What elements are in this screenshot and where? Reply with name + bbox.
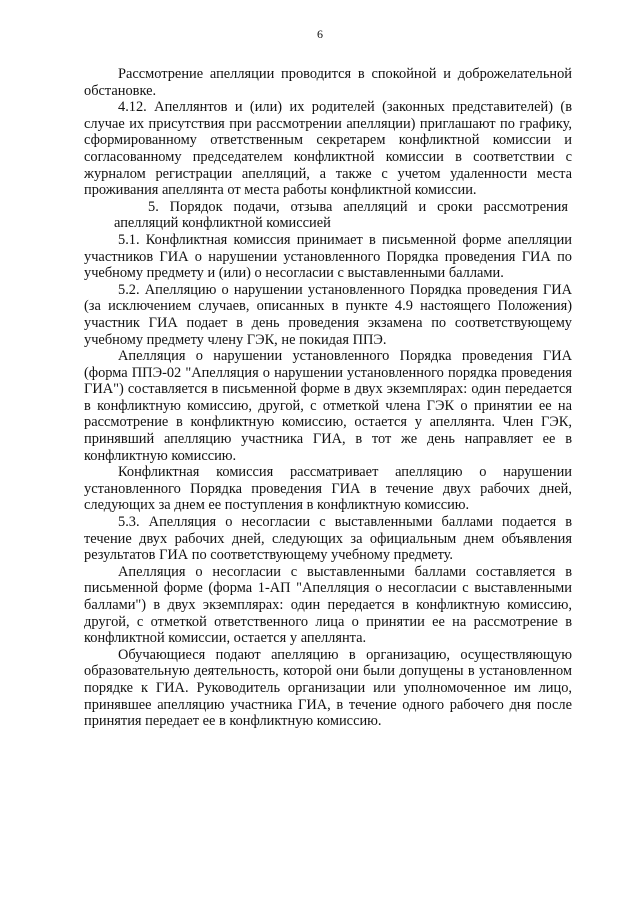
paragraph: 4.12. Апеллянтов и (или) их родителей (законных представителей) (в случае их присутствия при рассмотрении апелляции) приглашают по графику, сформированному ответственным секретарем конфликтной комиссии и согласованному председателем конфликтной комиссии в соответствии с журналом регистрации апелляций, а также с учетом удаленности места проживания апеллянта от места работы конфликтной комиссии. [84,99,572,199]
page-number: 6 [317,27,323,41]
paragraph: 5.2. Апелляцию о нарушении установленного Порядка проведения ГИА (за исключением случаев, описанных в пункте 4.9 настоящего Положения) участник ГИА подает в день проведения экзамена по соответствующему учебному предмету члену ГЭК, не покидая ППЭ. [84,281,572,348]
document-body [84,66,572,730]
paragraph: Апелляция о несогласии с выставленными баллами составляется в письменной форме (форма 1-АП "Апелляция о несогласии с выставленными баллами") в двух экземплярах: один передается в конфликтную комиссию, другой, с отметкой ответственного лица о принятии ее на рассмотрение в конфликтной комиссии, остается у апеллянта. [84,563,572,647]
paragraph: Апелляция о нарушении установленного Порядка проведения ГИА (форма ППЭ-02 "Апелляция о нарушении установленного порядка проведения ГИА") составляется в письменной форме в двух экземплярах: один передается в конфликтную комиссию, другой, с отметкой члена ГЭК о принятии ее на рассмотрение в конфликтную комиссию, остается у апеллянта. Член ГЭК, принявший апелляцию участника ГИА, в тот же день направляет ее в конфликтную комиссию. [84,348,572,464]
paragraph: Обучающиеся подают апелляцию в организацию, осуществляющую образовательную деятельность, которой они были допущены в установленном порядке к ГИА. Руководитель организации или уполномоченное им лицо, принявшее апелляцию участника ГИА, в течение одного рабочего дня после принятия передает ее в конфликтную комиссию. [84,646,572,730]
paragraph: Рассмотрение апелляции проводится в спокойной и доброжелательной обстановке. [84,66,572,99]
paragraph: 5.1. Конфликтная комиссия принимает в письменной форме апелляции участников ГИА о нарушении установленного Порядка проведения ГИА по учебному предмету и (или) о несогласии с выставленными баллами. [84,231,572,282]
section-heading: 5. Порядок подачи, отзыва апелляций и сроки рассмотрения апелляций конфликтной комиссией [114,198,568,232]
paragraph: Конфликтная комиссия рассматривает апелляцию о нарушении установленного Порядка проведения ГИА в течение двух рабочих дней, следующих за днем ее поступления в конфликтную комиссию. [84,464,572,514]
paragraph: 5.3. Апелляция о несогласии с выставленными баллами подается в течение двух рабочих дней, следующих за официальным днем объявления результатов ГИА по соответствующему учебному предмету. [84,514,572,564]
